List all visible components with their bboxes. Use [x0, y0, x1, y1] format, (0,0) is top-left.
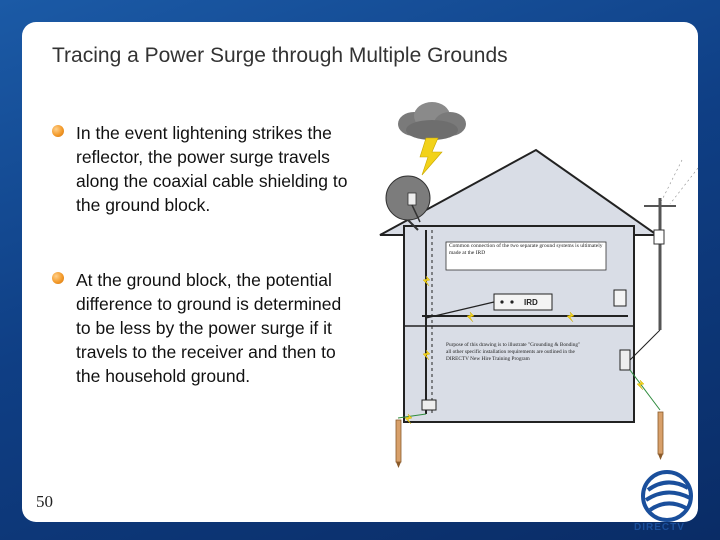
ground-rod-icon: [658, 412, 663, 460]
bullet-dot-icon: [52, 272, 64, 284]
diagram-caption-top: Common connection of the two separate ground systems is ultimately made at the IRD: [449, 243, 603, 256]
directv-logo-icon: [636, 470, 698, 522]
lightning-icon: [420, 138, 442, 175]
ground-rod-icon: [396, 420, 401, 468]
slide-title: Tracing a Power Surge through Multiple Grounds: [52, 44, 508, 67]
page-number: 50: [36, 492, 53, 511]
utility-pole-icon: [644, 160, 698, 330]
bullet-text: At the ground block, the potential difference to ground is determined to be less by the power surge if it travels to the receiver and then to the household ground.: [76, 270, 342, 386]
cloud-icon: [398, 102, 466, 140]
receiver-label: IRD: [524, 298, 538, 307]
receiver-icon: [494, 294, 552, 310]
bullet-text: In the event lightening strikes the reflector, the power surge travels along the coaxial cable shielding to the ground block.: [76, 123, 348, 215]
grounding-diagram: [352, 80, 702, 470]
directv-logo-text: DIRECTV: [634, 522, 685, 533]
bullet-dot-icon: [52, 125, 64, 137]
diagram-caption-bottom: Purpose of this drawing is to illustrate "Grounding & Bonding" all other specific installation requirements are outlined in the DIRECTV New Hire Training Program: [446, 342, 581, 362]
slide-panel: [22, 22, 698, 533]
